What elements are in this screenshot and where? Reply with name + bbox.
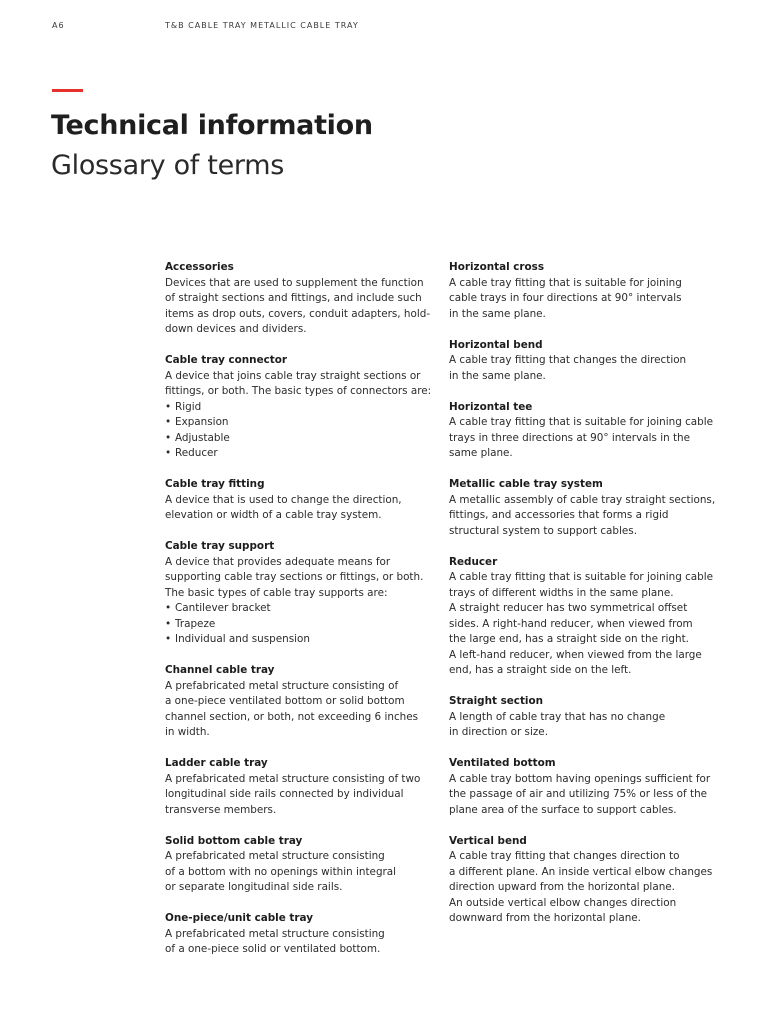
glossary-definition-line: in the same plane. (449, 307, 546, 320)
glossary-term: Solid bottom cable tray (165, 834, 303, 847)
glossary-definition-line: A cable tray fitting that is suitable for joining cable (449, 571, 714, 583)
glossary-definition-line: plane area of the surface to support cables. (449, 803, 677, 816)
glossary-definition-line: A metallic assembly of cable tray straight sections, (449, 493, 716, 506)
glossary-term: Horizontal cross (449, 261, 545, 273)
glossary-entry (449, 834, 724, 927)
glossary-term: Cable tray fitting (165, 478, 265, 490)
glossary-definition-line: the passage of air and utilizing 75% or less of the (449, 788, 708, 800)
glossary-definition-line: down devices and dividers. (165, 323, 307, 335)
glossary-definition-line: supporting cable tray sections or fittings, or both. (165, 571, 424, 583)
glossary-entry (449, 477, 724, 539)
glossary-definition-line: of a bottom with no openings within integral (165, 865, 397, 878)
glossary-definition-line: A device that joins cable tray straight sections or (165, 369, 421, 382)
glossary-definition-line: The basic types of cable tray supports are: (165, 586, 388, 599)
glossary-entry (165, 756, 440, 818)
glossary-term: Cable tray connector (165, 354, 288, 366)
glossary-definition-line: A device that is used to change the direction, (165, 493, 402, 506)
glossary-definition-line: A straight reducer has two symmetrical offset (449, 602, 688, 614)
glossary-definition-line: trays of different widths in the same plane. (449, 586, 674, 599)
glossary-definition-line: transverse members. (165, 803, 277, 816)
accent-bar (52, 89, 83, 92)
glossary-definition-line: longitudinal side rails connected by individual (165, 788, 404, 800)
glossary-entry (165, 477, 440, 524)
glossary-entry (449, 756, 724, 818)
glossary-definition-line: A prefabricated metal structure consisting of (165, 679, 399, 692)
glossary-bullet-item: • Rigid (165, 400, 440, 416)
glossary-definition-line: A length of cable tray that has no change (449, 710, 666, 723)
glossary-bullet-item: • Individual and suspension (165, 632, 440, 648)
glossary-definition-line: trays in three directions at 90° intervals in the (449, 431, 691, 444)
glossary-definition-line: A prefabricated metal structure consisting of two (165, 772, 421, 785)
glossary-bullet-item: • Adjustable (165, 431, 440, 447)
glossary-definition-line: channel section, or both, not exceeding 6 inches (165, 710, 419, 723)
glossary-definition-line: structural system to support cables. (449, 524, 638, 537)
glossary-definition-line: a different plane. An inside vertical elbow changes (449, 865, 713, 878)
glossary-definition-line: A prefabricated metal structure consisting (165, 850, 385, 862)
glossary-definition-line: items as drop outs, covers, conduit adapters, hold- (165, 307, 431, 320)
glossary-definition-line: downward from the horizontal plane. (449, 912, 641, 924)
glossary-term: Cable tray support (165, 540, 275, 552)
glossary-bullet-item: • Cantilever bracket (165, 601, 440, 617)
glossary-definition-line: A cable tray fitting that is suitable for joining (449, 276, 682, 289)
glossary-definition-line: direction upward from the horizontal plane. (449, 881, 675, 893)
glossary-definition-line: A cable tray bottom having openings sufficient for (449, 772, 711, 785)
glossary-term: Horizontal bend (449, 338, 543, 351)
glossary-definition-line: A left-hand reducer, when viewed from the large (449, 648, 702, 661)
page-subtitle: Glossary of terms (51, 150, 284, 181)
glossary-definition-line: end, has a straight side on the left. (449, 664, 632, 676)
glossary-entry (449, 260, 724, 322)
glossary-definition-line: of straight sections and fittings, and include such (165, 292, 422, 304)
glossary-entry (449, 338, 724, 385)
glossary-entry (165, 260, 440, 338)
glossary-bullet-item: • Reducer (165, 446, 440, 462)
glossary-definition-line: in the same plane. (449, 369, 546, 382)
glossary-definition-line: An outside vertical elbow changes direction (449, 896, 677, 909)
glossary-definition-line: fittings, and accessories that forms a rigid (449, 509, 669, 521)
running-title: T&B CABLE TRAY METALLIC CABLE TRAY (165, 21, 359, 30)
glossary-entry (165, 834, 440, 896)
page-number: A6 (52, 21, 65, 30)
glossary-definition-line: sides. A right-hand reducer, when viewed from (449, 617, 693, 630)
glossary-term: Channel cable tray (165, 664, 275, 676)
glossary-definition-line: fittings, or both. The basic types of connectors are: (165, 385, 432, 397)
glossary-term: Horizontal tee (449, 400, 533, 413)
glossary-term: Ventilated bottom (449, 757, 556, 769)
glossary-definition-line: of a one-piece solid or ventilated bottom. (165, 943, 381, 955)
glossary-entry (165, 663, 440, 741)
glossary-column-right (449, 260, 724, 942)
glossary-entry (449, 694, 724, 741)
page-header (52, 21, 728, 33)
glossary-definition-line: a one-piece ventilated bottom or solid bottom (165, 695, 405, 707)
glossary-definition-line: in direction or size. (449, 726, 548, 738)
glossary-definition-line: Devices that are used to supplement the function (165, 276, 424, 289)
glossary-definition-line: or separate longitudinal side rails. (165, 881, 343, 893)
glossary-entry (165, 353, 440, 462)
glossary-term: One-piece/unit cable tray (165, 912, 313, 924)
glossary-entry (449, 555, 724, 679)
glossary-definition-line: A device that provides adequate means for (165, 555, 391, 568)
glossary-term: Metallic cable tray system (449, 478, 603, 490)
page-title: Technical information (51, 110, 373, 141)
glossary-term: Reducer (449, 555, 498, 568)
glossary-definition-line: A cable tray fitting that changes direction to (449, 850, 680, 862)
glossary-definition-line: same plane. (449, 447, 513, 459)
glossary-term: Ladder cable tray (165, 757, 268, 769)
glossary-term: Accessories (165, 261, 234, 273)
glossary-entry (165, 539, 440, 648)
glossary-term: Vertical bend (449, 834, 527, 847)
glossary-definition-line: A prefabricated metal structure consisting (165, 927, 385, 940)
glossary-definition-line: A cable tray fitting that is suitable for joining cable (449, 416, 714, 428)
glossary-entry (449, 400, 724, 462)
glossary-definition-line: the large end, has a straight side on the right. (449, 633, 689, 645)
glossary-definition-line: A cable tray fitting that changes the direction (449, 354, 687, 366)
glossary-bullet-item: • Trapeze (165, 617, 440, 633)
glossary-term: Straight section (449, 695, 544, 707)
glossary-definition-line: in width. (165, 726, 210, 738)
glossary-definition-line: cable trays in four directions at 90° intervals (449, 292, 682, 304)
glossary-entry (165, 911, 440, 958)
glossary-bullet-item: • Expansion (165, 415, 440, 431)
glossary-definition-line: elevation or width of a cable tray system. (165, 509, 382, 521)
glossary-column-left (165, 260, 440, 973)
